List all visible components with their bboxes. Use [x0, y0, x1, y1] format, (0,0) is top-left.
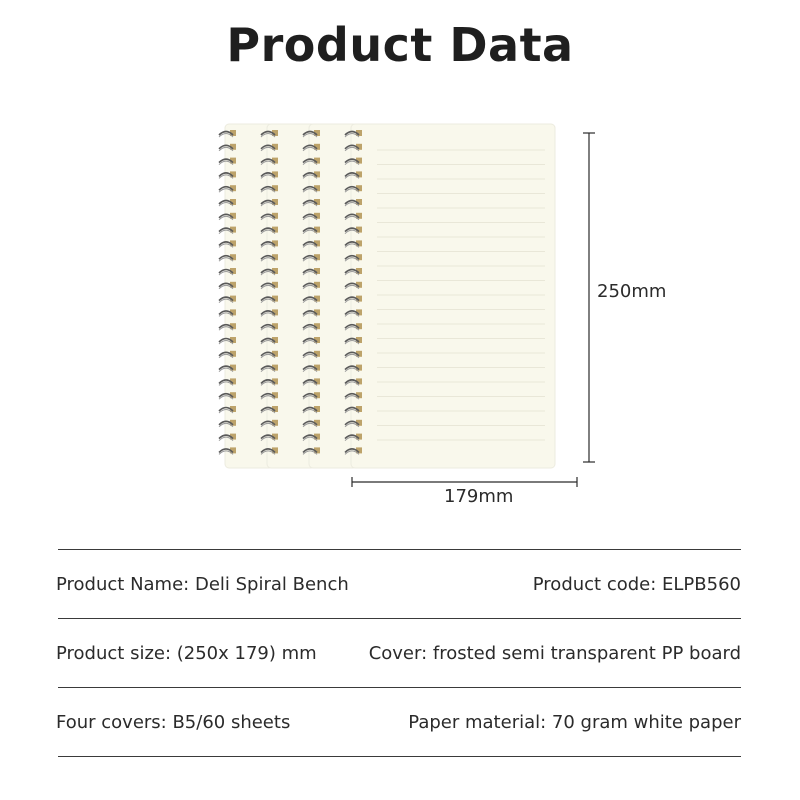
height-dimension-line — [583, 133, 595, 462]
paper-material: Paper material: 70 gram white paper — [408, 711, 741, 733]
spec-row — [58, 619, 741, 687]
height-dimension-label: 250mm — [597, 281, 667, 302]
width-dimension-label: 179mm — [444, 486, 514, 507]
cover-count: Four covers: B5/60 sheets — [56, 711, 291, 733]
product-size: Product size: (250x 179) mm — [56, 642, 317, 664]
spec-table — [58, 549, 741, 757]
page-title: Product Data — [226, 18, 574, 72]
divider — [58, 756, 741, 757]
product-code: Product code: ELPB560 — [532, 573, 741, 595]
cover-material: Cover: frosted semi transparent PP board — [368, 642, 741, 664]
spec-row — [58, 550, 741, 618]
notebook-4 — [345, 124, 555, 468]
product-name: Product Name: Deli Spiral Bench — [56, 573, 349, 595]
spec-row — [58, 688, 741, 756]
